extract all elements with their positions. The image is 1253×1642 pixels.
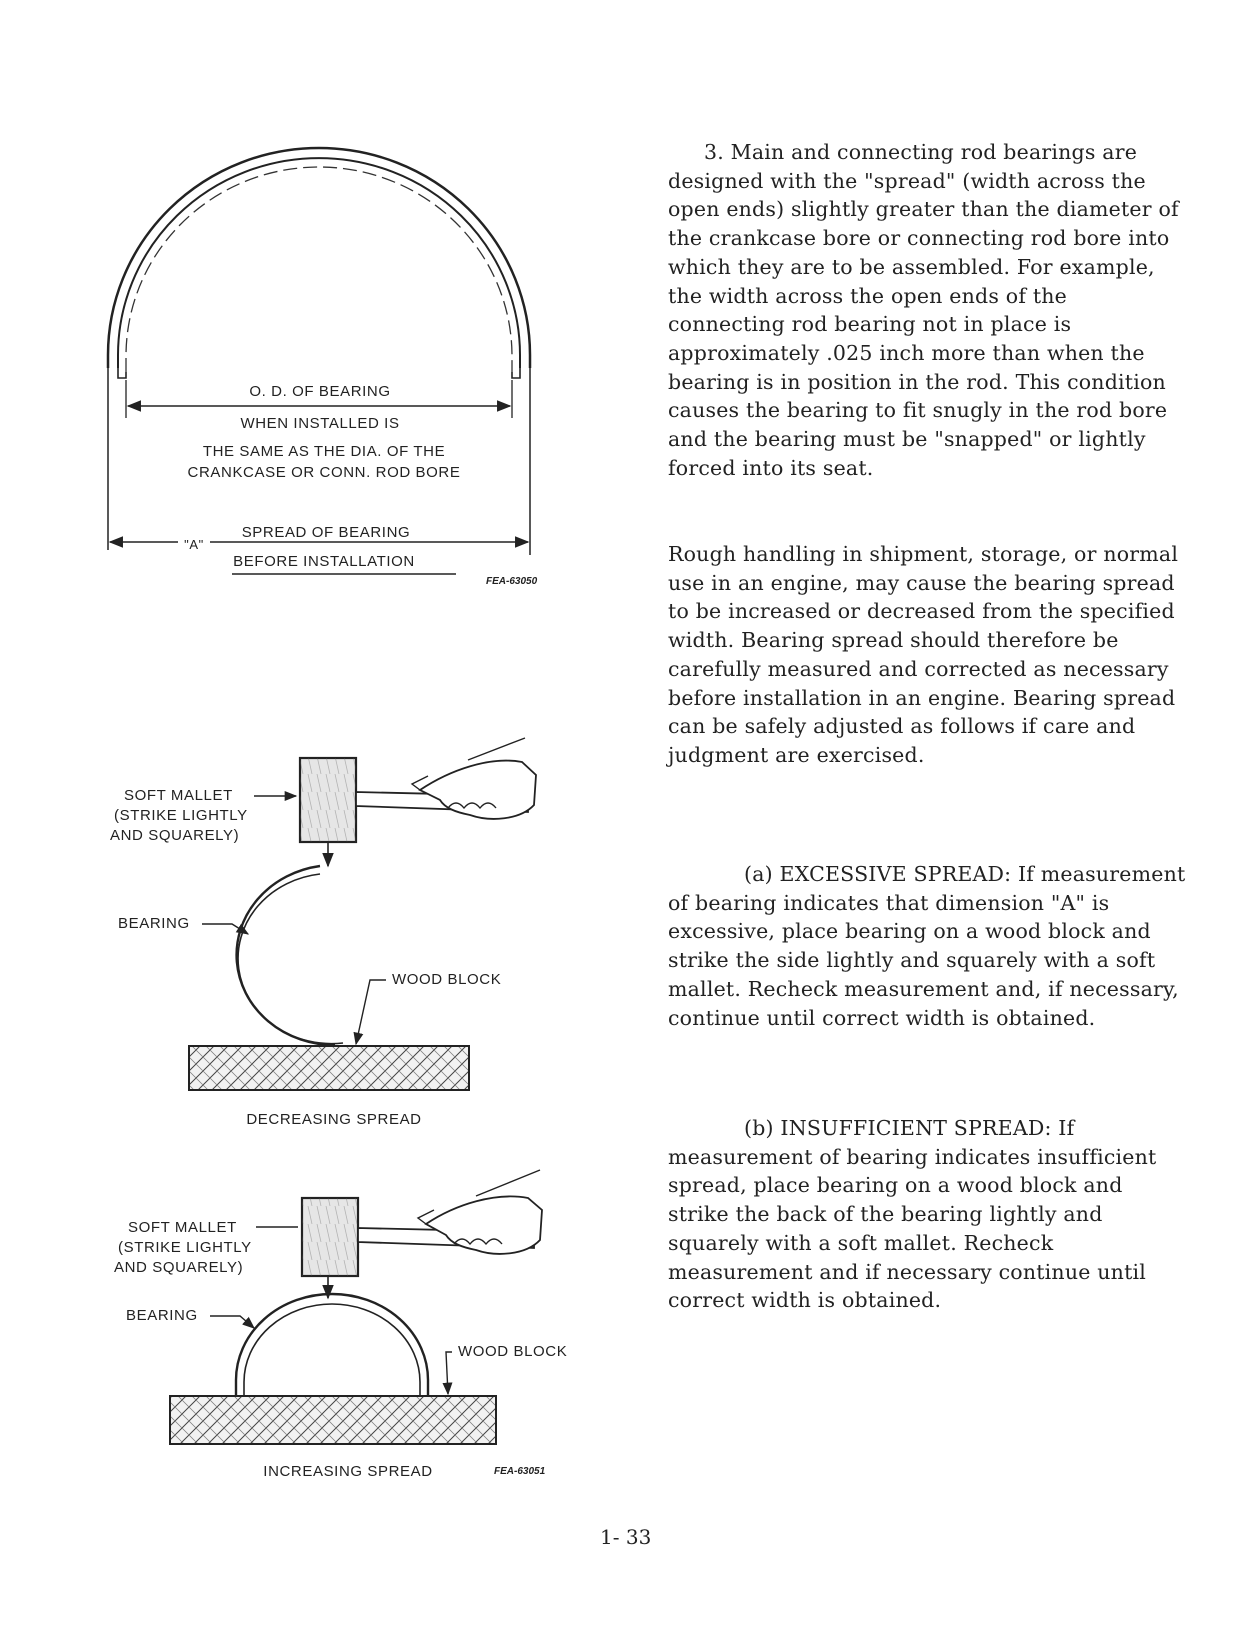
paragraph-rough-handling — [668, 540, 1188, 770]
od-of-bearing-label: O. D. OF BEARING — [249, 383, 391, 400]
bearing-label: BEARING — [126, 1307, 198, 1324]
paragraph-excessive-spread — [668, 860, 1188, 1032]
paragraph-insufficient-spread — [668, 1114, 1188, 1315]
soft-mallet-label: SOFT MALLET — [128, 1219, 237, 1236]
paragraph-text: Rough handling in shipment, storage, or normal use in an engine, may cause the bearing spread to be increased or decreased from the specified width. Bearing spread should therefore be carefully measured and corrected as necessary before installation in an engine. Bearing spread can be safely adjusted as follows if care and judgment are exercised. — [668, 542, 1179, 767]
figure-code-label: FEA-63051 — [494, 1466, 546, 1477]
increasing-spread-caption: INCREASING SPREAD — [263, 1463, 433, 1480]
and-squarely-label: AND SQUARELY) — [110, 827, 240, 844]
hand-icon — [420, 761, 536, 819]
bearing-label: BEARING — [118, 915, 190, 932]
and-squarely-label: AND SQUARELY) — [114, 1259, 244, 1276]
crankcase-bore-label: CRANKCASE OR CONN. ROD BORE — [187, 464, 461, 481]
wood-block-label: WOOD BLOCK — [458, 1343, 568, 1360]
strike-lightly-label: (STRIKE LIGHTLY — [114, 807, 248, 824]
decreasing-spread-caption: DECREASING SPREAD — [246, 1111, 422, 1128]
soft-mallet-label: SOFT MALLET — [124, 787, 233, 804]
increasing-spread-diagram — [114, 1170, 567, 1480]
paragraph-text: (a) EXCESSIVE SPREAD: If measurement of bearing indicates that dimension "A" is excessive, place bearing on a wood block and strike the side lightly and squarely with a soft mallet. Recheck measurement and, if necessary, continue until correct width is obtained. — [668, 862, 1186, 1030]
wood-block-label: WOOD BLOCK — [392, 971, 502, 988]
strike-lightly-label: (STRIKE LIGHTLY — [118, 1239, 252, 1256]
when-installed-label: WHEN INSTALLED IS — [240, 415, 400, 432]
figure-code-label: FEA-63050 — [486, 576, 538, 587]
paragraph-bearing-spread-intro — [668, 138, 1188, 482]
bearing-spread-diagram — [108, 148, 538, 587]
page-number: 1- 33 — [600, 1525, 652, 1549]
paragraph-text: 3. Main and connecting rod bearings are designed with the "spread" (width across the open ends) slightly greater than the diameter of the crankcase bore or connecting rod bore into which they are to be assembled. For example, the width across the open ends of the connecting rod bearing not in place is approximately .025 inch more than when the bearing is in position in the rod. This condition causes the bearing to fit snugly in the rod bore and the bearing must be "snapped" or lightly forced into its seat. — [668, 140, 1179, 480]
before-installation-label: BEFORE INSTALLATION — [233, 553, 415, 570]
dimension-a-label: "A" — [184, 537, 204, 552]
spread-of-bearing-label: SPREAD OF BEARING — [241, 524, 411, 541]
paragraph-text: (b) INSUFFICIENT SPREAD: If measurement of bearing indicates insufficient spread, place bearing on a wood block and strike the back of the bearing lightly and squarely with a soft mallet. Recheck measurement and if necessary continue until correct width is obtained. — [668, 1116, 1157, 1313]
same-as-dia-label: THE SAME AS THE DIA. OF THE — [202, 443, 446, 460]
decreasing-spread-diagram — [110, 738, 536, 1128]
